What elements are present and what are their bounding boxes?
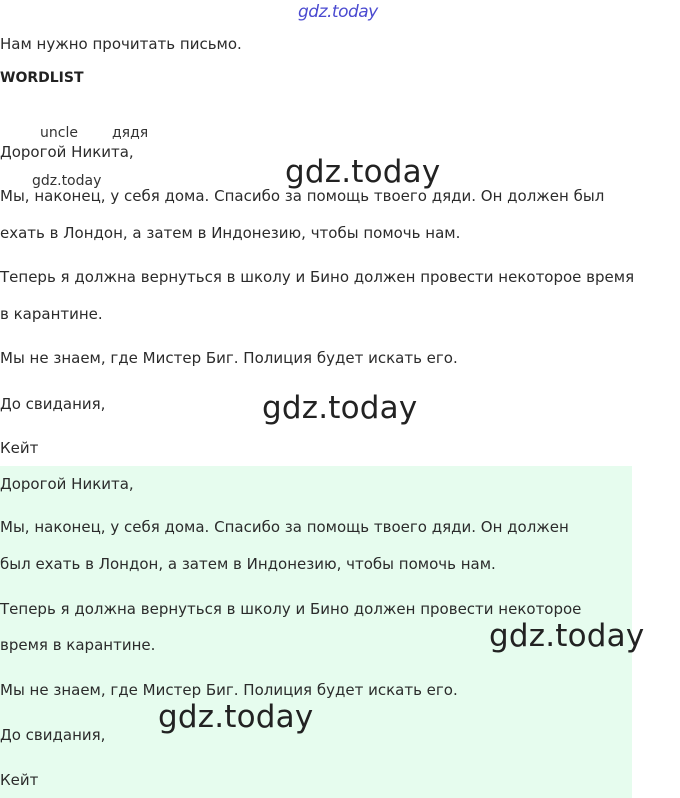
answer-closing: До свидания,: [0, 726, 106, 744]
intro-text: Нам нужно прочитать письмо.: [0, 35, 242, 53]
letter-signature: Кейт: [0, 439, 39, 457]
letter-greeting: Дорогой Никита,: [0, 143, 134, 161]
wordlist-entry: [0, 118, 160, 141]
watermark-2: gdz.today: [262, 390, 418, 426]
answer-paragraph-1-line-1: Мы, наконец, у себя дома. Спасибо за помощь твоего дяди. Он должен: [0, 518, 569, 536]
letter-paragraph-1-line-1: Мы, наконец, у себя дома. Спасибо за помощь твоего дяди. Он должен был: [0, 187, 605, 205]
watermark-3: gdz.today: [489, 618, 645, 654]
letter-paragraph-2-line-2: в карантине.: [0, 305, 103, 323]
answer-signature: Кейт: [0, 771, 39, 789]
wordlist-translation: дядя: [112, 125, 149, 141]
answer-paragraph-3: Мы не знаем, где Мистер Биг. Полиция будет искать его.: [0, 681, 458, 699]
wordlist-word: uncle: [40, 125, 78, 141]
watermark-4: gdz.today: [158, 699, 314, 735]
letter-paragraph-2-line-1: Теперь я должна вернуться в школу и Бино должен провести некоторое время: [0, 268, 635, 286]
answer-paragraph-2-line-1: Теперь я должна вернуться в школу и Бино должен провести некоторое: [0, 600, 582, 618]
answer-greeting: Дорогой Никита,: [0, 475, 134, 493]
wordlist-heading: WORDLIST: [0, 70, 84, 86]
watermark-small: gdz.today: [32, 173, 102, 189]
answer-paragraph-1-line-2: был ехать в Лондон, а затем в Индонезию, чтобы помочь нам.: [0, 555, 496, 573]
watermark-top: gdz.today: [298, 2, 378, 22]
watermark-1: gdz.today: [285, 154, 441, 190]
letter-paragraph-3: Мы не знаем, где Мистер Биг. Полиция будет искать его.: [0, 349, 458, 367]
letter-paragraph-1-line-2: ехать в Лондон, а затем в Индонезию, чтобы помочь нам.: [0, 224, 461, 242]
answer-paragraph-2-line-2: время в карантине.: [0, 636, 156, 654]
letter-closing: До свидания,: [0, 395, 106, 413]
